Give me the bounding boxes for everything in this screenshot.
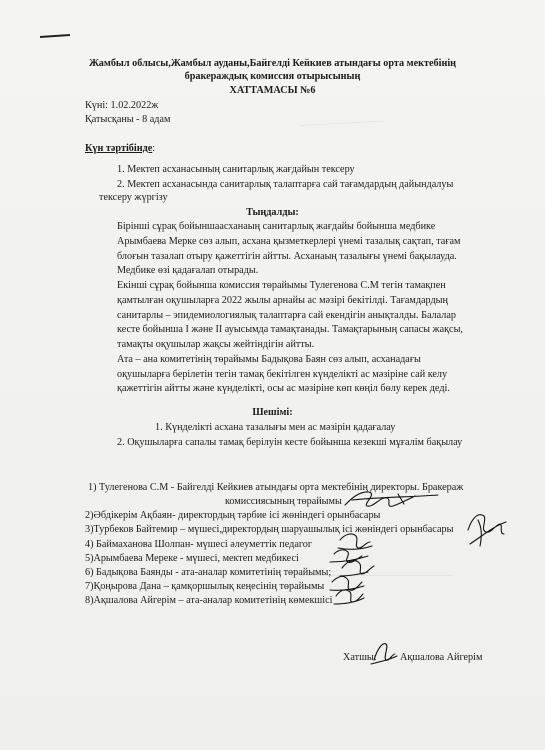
agenda-heading: Күн тәртібінде bbox=[85, 143, 153, 154]
signature-committee-chair bbox=[340, 561, 374, 576]
secretary-label: Хатшы: bbox=[343, 652, 377, 663]
member-7: 7)Қоңырова Дана – қамқоршылық кеңесінің төрайымы bbox=[85, 581, 325, 592]
signature-secretary bbox=[371, 644, 397, 664]
signature-director bbox=[345, 492, 438, 506]
listened-line: блоғын тазалап отыру қажеттігін айтты. Асханаың тазалығы үнемі бақылауда. bbox=[117, 251, 457, 262]
listened-line: санитарлы – эпидемиологиялық талаптарға сай екендігін анықталды. Балалар bbox=[117, 310, 456, 321]
member-5: 5)Арымбаева Мереке - мүшесі, мектеп медбикесі bbox=[85, 553, 299, 564]
member-4: 4) Баймаханова Шолпан- мүшесі әлеуметтік педагог bbox=[85, 539, 313, 550]
listened-heading: Тыңдалды: bbox=[246, 207, 299, 218]
listened-line: кесте бойынша І және ІІ ауысымда тамақтанады. Тамақтарының сапасы жақсы, bbox=[117, 324, 463, 335]
secretary-name: Ақшалова Айгерім bbox=[400, 652, 483, 663]
signature-assistant bbox=[334, 590, 364, 604]
agenda-item-1: 1. Мектеп асханасының санитарлық жағдайын тексеру bbox=[117, 164, 355, 175]
listened-line: қамтылған оқушыларға 2022 жылы арнайы ас мәзірі бекітілді. Тағамдардың bbox=[117, 295, 448, 306]
meeting-date: Күні: 1.02.2022ж bbox=[85, 100, 159, 111]
decision-heading: Шешімі: bbox=[252, 407, 293, 418]
member-8: 8)Ақшалова Айгерім – ата-аналар комитетінің көмекшісі bbox=[85, 595, 333, 606]
signature-board-chair bbox=[330, 576, 364, 590]
listened-line: Бірінші сұрақ бойыншаасханаың санитарлық жағдайы бойынша медбике bbox=[117, 221, 436, 232]
signature-social-pedagogue bbox=[338, 534, 372, 549]
member-6: 6) Бадықова Баянды - ата-аналар комитетінің төрайымы; bbox=[85, 567, 332, 578]
agenda-item-2-continued: тексеру жүргізу bbox=[99, 192, 168, 203]
show-through-ghost: ──────────────────────── bbox=[300, 570, 454, 580]
member-1: 1) Тулегенова С.М - Байгелді Кейкиев атындағы орта мектебінің директоры. Бракераж bbox=[88, 482, 464, 493]
signature-deputy bbox=[468, 515, 506, 546]
agenda-item-2: 2. Мектеп асханасында санитарлық талаптарға сай тағамдардың дайындалуы bbox=[117, 179, 454, 190]
document-title: ХАТТАМАСЫ №6 bbox=[229, 85, 316, 96]
header-line-2: бракераждық комиссия отырысының bbox=[184, 71, 361, 82]
decision-item-2: 2. Оқушыларға сапалы тамақ берілуін кесте бойынша кезекші мұғалім бақылау bbox=[117, 437, 463, 448]
show-through-ghost: ───────────── bbox=[299, 115, 384, 131]
listened-line: оқушыларға берілетін тегін тамақ бекітілген күнделікті ас мәзіріне сай келу bbox=[117, 369, 448, 380]
signature-nurse bbox=[330, 550, 368, 563]
header-line-1: Жамбыл облысы,Жамбыл ауданы,Байгелді Кейкиев атындағы орта мектебінің bbox=[88, 58, 457, 69]
member-1-role: комиссиясының төрайымы bbox=[225, 496, 342, 507]
listened-line: Екінші сұрақ бойынша комиссия төрайымы Тулегенова С.М тегін тамақпен bbox=[117, 280, 446, 291]
listened-line: Медбике өзі қадағалап отырады. bbox=[117, 265, 259, 276]
decision-item-1: 1. Күнделікті асхана тазалығы мен ас мәзірін қадағалау bbox=[155, 422, 396, 433]
listened-line: қажеттігін айтты және күнделікті, осы ас мәзіріне көп көңіл бөлу керек деді. bbox=[117, 383, 450, 394]
agenda-heading-colon: : bbox=[152, 143, 156, 154]
attendee-count: Қатысқаны - 8 адам bbox=[85, 114, 171, 125]
member-3: 3)Турбеков Байтемир – мүшесі,директордың шаруашылық ісі жөніндегі орынбасары bbox=[85, 524, 454, 535]
member-2: 2)Әбдікерім Ақбаян- директордың тәрбие ісі жөніндегі орынбасары bbox=[85, 510, 381, 521]
listened-line: Ата – ана комитетінің төрайымы Бадықова Баян сөз алып, асханадағы bbox=[117, 354, 421, 365]
listened-line: тамақты оқушылар жақсы жейтіндігін айтты. bbox=[117, 339, 315, 350]
listened-line: Арымбаева Мерке сөз алып, асхана қызметкерлері үнемі тазалық сақтап, тағам bbox=[117, 236, 461, 247]
